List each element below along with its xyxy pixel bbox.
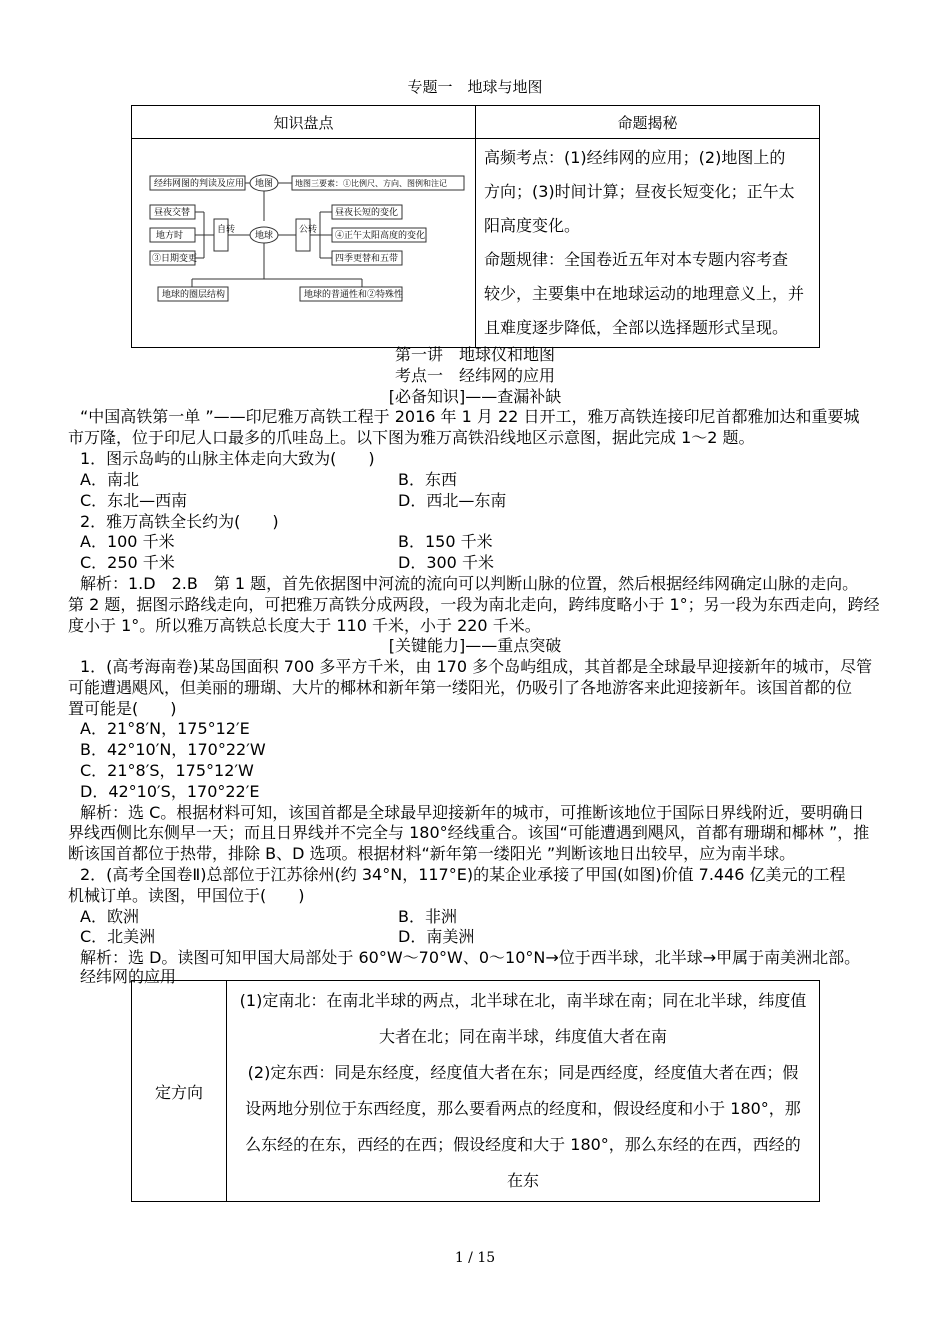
rule-line: 在东 bbox=[506, 1171, 539, 1190]
text-rotation: 自转 bbox=[217, 225, 236, 235]
text-day-night: 昼夜交替 bbox=[154, 208, 191, 218]
option-d: D．南美洲 bbox=[398, 927, 475, 946]
section-required: [必备知识]——查漏补缺 bbox=[388, 387, 562, 406]
text-earth: 地球 bbox=[255, 231, 274, 241]
analysis-line: 第 2 题，据图示路线走向，可把雅万高铁分成两段，一段为南北走向，跨纬度略小于 1°；另一段为东西走向，跨经 bbox=[68, 595, 880, 614]
lecture-heading: 第一讲 地球仪和地图 bbox=[394, 345, 555, 364]
question-2: 2．雅万高铁全长约为( ) bbox=[80, 512, 279, 531]
option-d: D．42°10′S，170°22′E bbox=[80, 782, 260, 801]
rule-line: (1)定南北：在南北半球的两点，北半球在北，南半球在南；同在北半球，纬度值 bbox=[239, 991, 807, 1010]
option-b: B．非洲 bbox=[398, 907, 457, 926]
option-b: B．东西 bbox=[398, 470, 457, 489]
analysis-line: 断该国首都位于热带，排除 B、D 选项。根据材料“新年第一缕阳光 ”判断该地日出较早，应为南半球。 bbox=[68, 844, 796, 863]
analysis-line: 解析：选 C。根据材料可知，该国首都是全球最早迎接新年的城市，可推断该地位于国际日界线附近，要明确日 bbox=[80, 803, 865, 822]
box-rotation bbox=[214, 219, 228, 251]
reveal-line: 高频考点：(1)经纬网的应用；(2)地图上的 bbox=[484, 148, 786, 167]
option-c: C．21°8′S，175°12′W bbox=[80, 761, 254, 780]
text-local-time: 地方时 bbox=[156, 231, 184, 241]
option-a: A．欧洲 bbox=[80, 907, 139, 926]
header-knowledge: 知识盘点 bbox=[132, 106, 476, 139]
text-map-elements: 地图三要素：①比例尺、方向、图例和注记 bbox=[295, 179, 447, 188]
option-d: D．300 千米 bbox=[398, 553, 494, 572]
table2-title: 经纬网的应用 bbox=[80, 967, 177, 986]
text-noon-sun: ④正午太阳高度的变化 bbox=[335, 231, 426, 241]
analysis-line: 解析：1.D 2.B 第 1 题，首先依据图中河流的流向可以判断山脉的位置，然后根据经纬网确定山脉的走向。 bbox=[80, 574, 859, 593]
option-b: B．150 千米 bbox=[398, 532, 493, 551]
intro-line: “中国高铁第一单 ”——印尼雅万高铁工程于 2016 年 1 月 22 日开工，雅万高铁连接印尼首都雅加达和重要城 bbox=[80, 407, 860, 426]
option-c: C．250 千米 bbox=[80, 553, 175, 572]
text-layers: 地球的圈层结构 bbox=[162, 290, 226, 300]
analysis-line: 解析：选 D。读图可知甲国大局部处于 60°W～70°W、0～10°N→位于西半球，北半球→甲属于南美洲北部。 bbox=[80, 948, 861, 967]
page-number: 1 / 15 bbox=[454, 1250, 496, 1266]
question-1: 1．图示岛屿的山脉主体走向大致为( ) bbox=[80, 449, 375, 468]
option-b: B．42°10′N，170°22′W bbox=[80, 740, 266, 759]
intro-line: 市万隆，位于印尼人口最多的爪哇岛上。以下图为雅万高铁沿线地区示意图，据此完成 1～2 题。 bbox=[68, 428, 755, 447]
page-title: 专题一 地球与地图 bbox=[407, 78, 543, 96]
option-a: A．21°8′N，175°12′E bbox=[80, 719, 250, 738]
direction-rules bbox=[227, 981, 820, 1202]
text-day-length: 昼夜长短的变化 bbox=[335, 208, 399, 218]
text-map-reading: 经纬网图的判读及应用 bbox=[154, 179, 245, 189]
label-direction: 定方向 bbox=[132, 981, 227, 1202]
kaodian-heading: 考点一 经纬网的应用 bbox=[394, 366, 555, 385]
key-question-2: 机械订单。读图，甲国位于( ) bbox=[68, 886, 305, 905]
reveal-line: 且难度逐步降低，全部以选择题形式呈现。 bbox=[484, 318, 789, 337]
section-key: [关键能力]——重点突破 bbox=[388, 636, 562, 655]
option-c: C．东北—西南 bbox=[80, 491, 188, 510]
rule-line: 大者在北；同在南半球，纬度值大者在南 bbox=[378, 1027, 667, 1046]
overview-table bbox=[131, 105, 820, 348]
text-features: 地球的普通性和②特殊性 bbox=[304, 290, 404, 300]
key-question-1: 置可能是( ) bbox=[68, 699, 177, 718]
reveal-line: 阳高度变化。 bbox=[484, 216, 581, 235]
option-d: D．西北—东南 bbox=[398, 491, 507, 510]
text-date-change: ③日期变更 bbox=[152, 254, 198, 264]
knowledge-diagram-cell bbox=[132, 139, 476, 348]
key-question-2: 2．(高考全国卷Ⅱ)总部位于江苏徐州(约 34°N，117°E)的某企业承接了甲国(如图)价值 7.446 亿美元的工程 bbox=[80, 865, 846, 884]
option-a: A．南北 bbox=[80, 470, 139, 489]
reveal-line: 命题规律：全国卷近五年对本专题内容考查 bbox=[484, 250, 789, 269]
text-seasons: 四季更替和五带 bbox=[335, 254, 399, 264]
reveal-cell bbox=[476, 139, 820, 348]
option-c: C．北美洲 bbox=[80, 927, 156, 946]
box-revolution bbox=[296, 219, 310, 251]
rule-line: (2)定东西：同是东经度，经度值大者在东；同是西经度，经度值大者在西；假 bbox=[247, 1063, 799, 1082]
reveal-line: 较少，主要集中在地球运动的地理意义上，并 bbox=[484, 284, 805, 303]
knowledge-diagram bbox=[132, 139, 475, 343]
text-revolution: 公转 bbox=[299, 225, 318, 235]
header-reveal: 命题揭秘 bbox=[476, 106, 820, 139]
reveal-line: 方向；(3)时间计算；昼夜长短变化；正午太 bbox=[484, 182, 795, 201]
analysis-line: 度小于 1°。所以雅万高铁总长度大于 110 千米，小于 220 千米。 bbox=[68, 616, 541, 635]
latlong-table bbox=[131, 980, 820, 1202]
rule-line: 么东经的在东，西经的在西；假设经度和大于 180°，那么东经的在西，西经的 bbox=[245, 1135, 801, 1154]
key-question-1: 可能遭遇飓风，但美丽的珊瑚、大片的椰林和新年第一缕阳光，仍吸引了各地游客来此迎接新年。该国首都的位 bbox=[68, 678, 853, 697]
rule-line: 设两地分别位于东西经度，那么要看两点的经度和，假设经度和小于 180°，那 bbox=[245, 1099, 801, 1118]
key-question-1: 1．(高考海南卷)某岛国面积 700 多平方千米，由 170 多个岛屿组成，其首都是全球最早迎接新年的城市，尽管 bbox=[80, 657, 873, 676]
option-a: A．100 千米 bbox=[80, 532, 175, 551]
text-map: 地图 bbox=[255, 179, 274, 189]
analysis-line: 界线西侧比东侧早一天；而且日界线并不完全与 180°经线重合。该国“可能遭遇到飓风，首都有珊瑚和椰林 ”，推 bbox=[68, 823, 870, 842]
